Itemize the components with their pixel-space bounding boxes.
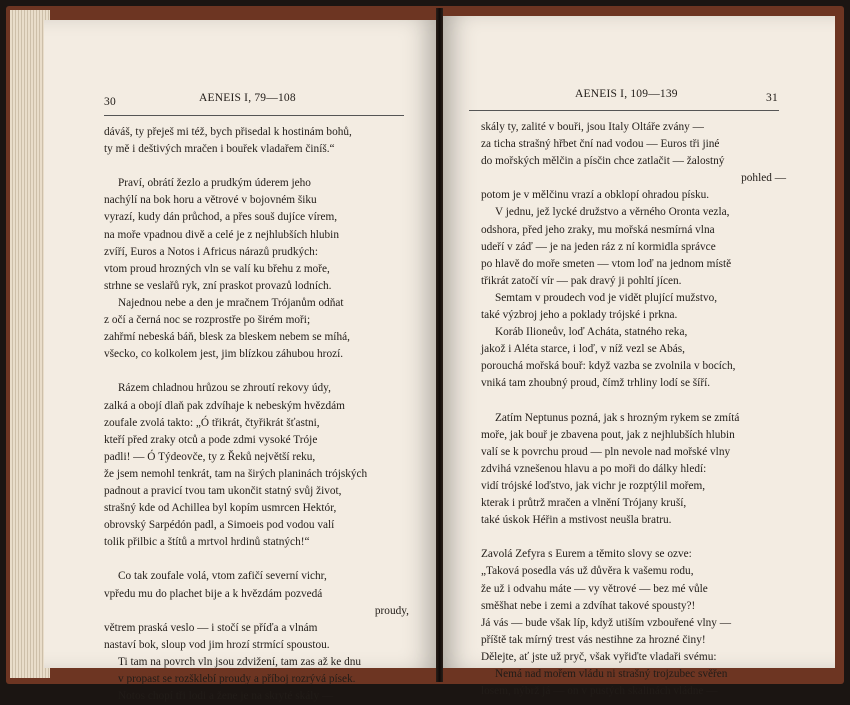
text-line: padli! — Ó Týdeovče, ty z Řeků největší reku, [104,450,316,463]
text-line: větrem praská veslo — i stočí se příďa a vlnám [104,621,318,634]
text-line: V jednu, jež lycké družstvo a věrného Oronta vezla, [495,206,730,219]
text-line: že už i odvahu máte — vy větrové — bez mé vůle [481,582,708,595]
text-line: obrovský Sarpédón padl, a Simoeis pod vodou valí [104,519,335,532]
text-line: strhne se veslařů ryk, zní praskot provazů lodních. [104,279,332,292]
text-line: nastaví bok, sloup vod jim hrozí strmící spoustou. [104,638,330,651]
text-line: pohled — [741,172,786,185]
text-line: Najednou nebe a den je mračnem Trójanům odňat [118,296,344,309]
text-line: Semtam v proudech vod je vidět plující mužstvo, [495,291,718,304]
text-line: Praví, obrátí žezlo a prudkým úderem jeho [118,177,311,190]
text-line: z očí a černá noc se rozprostře po širém moři; [104,314,311,327]
text-line: také úskok Héřin a mstivost neušla bratru. [481,514,672,527]
text-line: odshora, před jeho zraky, mu mořská nesmírná vlna [481,223,715,236]
stanza-gap [481,393,786,410]
text-line: strašný kde od Achillea byl kopím usmrcen Hektór, [104,502,337,515]
text-line: zdvihá vznešenou hlavu a po moři do dálky hledí: [481,462,707,475]
text-line: po hlavě do moře smeten — vtom loď na jednom místě [481,257,732,270]
book-gutter [436,8,443,682]
text-line: tolik přilbic a štítů a mrtvol hrdinů statných!“ [104,536,310,549]
right-page-number: 31 [766,92,778,104]
text-line: že jsem nemohl tenkrát, tam na širých planinách trójských [104,467,368,480]
text-line: všecko, co kolkolem jest, jim blízkou záhubou hrozí. [104,348,344,361]
left-page-text [104,124,409,705]
text-line: zalká a obojí dlaň pak zdvíhaje k nebeským hvězdám [104,399,345,412]
right-page-text [481,119,786,700]
text-line: třikrát zatočí vír — pak dravý ji pohltí jícen. [481,274,682,287]
stanza-gap [104,363,409,380]
text-line: Dělejte, ať jste už pryč, však vyřiďte vladaři svému: [481,650,717,663]
text-line: Zavolá Zefyra s Eurem a těmito slovy se ozve: [481,548,692,561]
header-rule [469,110,779,111]
right-running-title: AENEIS I, 109—139 [575,88,678,100]
text-line: vniká tam zhoubný proud, čímž trhliny lodí se šíří. [481,377,711,390]
text-line: také výzbroj jeho a poklady trójské i prkna. [481,309,678,322]
text-line: jakož i Aléta starce, i loď, v níž vezl se Abás, [481,343,685,356]
text-line: zoufale zvolá takto: „Ó třikrát, čtyřikrát šťastni, [104,416,320,429]
text-line: valí se k povrchu proud — pln nevole nad mořské vlny [481,445,731,458]
text-line: Co tak zoufale volá, vtom zafičí severní vichr, [118,570,327,583]
text-line: kteří před zraky otců a pode zdmi vysoké Tróje [104,433,318,446]
left-page [44,20,438,703]
text-line: „Taková posedla vás už důvěra k vašemu rodu, [481,565,694,578]
text-line: udeří v záď — je na jeden ráz z ní kormidla správce [481,240,716,253]
text-line: ty mě i deštivých mračen i bouřek vladařem činíš.“ [104,143,335,156]
left-page-number: 30 [104,96,116,108]
text-line: porouchá mořská bouř: když vazba se zvolnila v bocích, [481,360,736,373]
stanza-gap [104,551,409,568]
text-line: vyrazí, kudy dán průchod, a přes souš dujíce vírem, [104,211,338,224]
text-line: losem, nýbrž já — on v pustých skalinách vládne — [481,685,718,698]
text-line: do mořských mělčin a písčin chce zatlačit — žalostný [481,155,725,168]
right-page [441,16,835,698]
text-line: kterak i průtrž mračen a vlnění Trójany kruší, [481,497,687,510]
text-line: Koráb Ilioneův, loď Acháta, statného reka, [495,326,688,339]
text-line: příště tak mírný trest vás nestihne za hrozné činy! [481,633,706,646]
text-line: vpředu mu do plachet bije a k hvězdám pozvedá [104,587,323,600]
text-line: Rázem chladnou hrůzou se zhroutí rekovy údy, [118,382,331,395]
left-running-title: AENEIS I, 79—108 [199,92,296,104]
text-line: padnout a pravicí tvou tam ukončit statný svůj život, [104,484,342,497]
text-line: vtom proud hrozných vln se valí ku břehu z moře, [104,262,330,275]
text-line: Zatím Neptunus pozná, jak s hrozným rykem se zmítá [495,411,740,424]
text-line: Notos chopí tři lodi a žene je na skryté skály — [118,690,334,703]
text-line: potom je v mělčinu vrazí a obklopí ohradou písku. [481,189,710,202]
text-line: dáváš, ty přeješ mi též, bych přisedal k hostinám bohů, [104,126,352,138]
text-line: Ti tam na povrch vln jsou zdvižení, tam zas až ke dnu [118,655,362,668]
text-line: proudy, [374,604,409,617]
header-rule [104,115,404,116]
text-line: Nemá nad mořem vládu ni strašný trojzubec svěřen [495,668,728,680]
text-line: Já vás — bude však líp, když utiším vzbouřené vlny — [481,616,732,629]
text-line: moře, jak bouř je zbavena pout, jak z nejhlubších hlubin [481,428,735,441]
text-line: směšhat nebe i zemi a zdvíhat takové spousty?! [481,599,696,612]
text-line: zvíří, Euros a Notos i Africus nárazů prudkých: [104,245,318,258]
text-line: skály ty, zalité v bouři, jsou Italy Oltáře zvány — [481,121,704,133]
text-line: vidí trójské loďstvo, jak vichr je rozptýlil mořem, [481,479,706,492]
text-line: na moře vpadnou divě a celé je z nejhlubších hlubin [104,228,339,241]
stanza-gap [104,158,409,175]
text-line: nachýlí na bok horu a větrové v bojovném šiku [104,194,317,207]
text-line: za ticha strašný hřbet ční nad vodou — Euros tři jiné [481,138,720,151]
text-line: zahřmí nebeská báň, blesk za bleskem nebem se míhá, [104,331,350,344]
text-line: v propast se rozšklebí proudy a příboj rozrývá písek. [118,673,356,685]
stanza-gap [481,529,786,546]
